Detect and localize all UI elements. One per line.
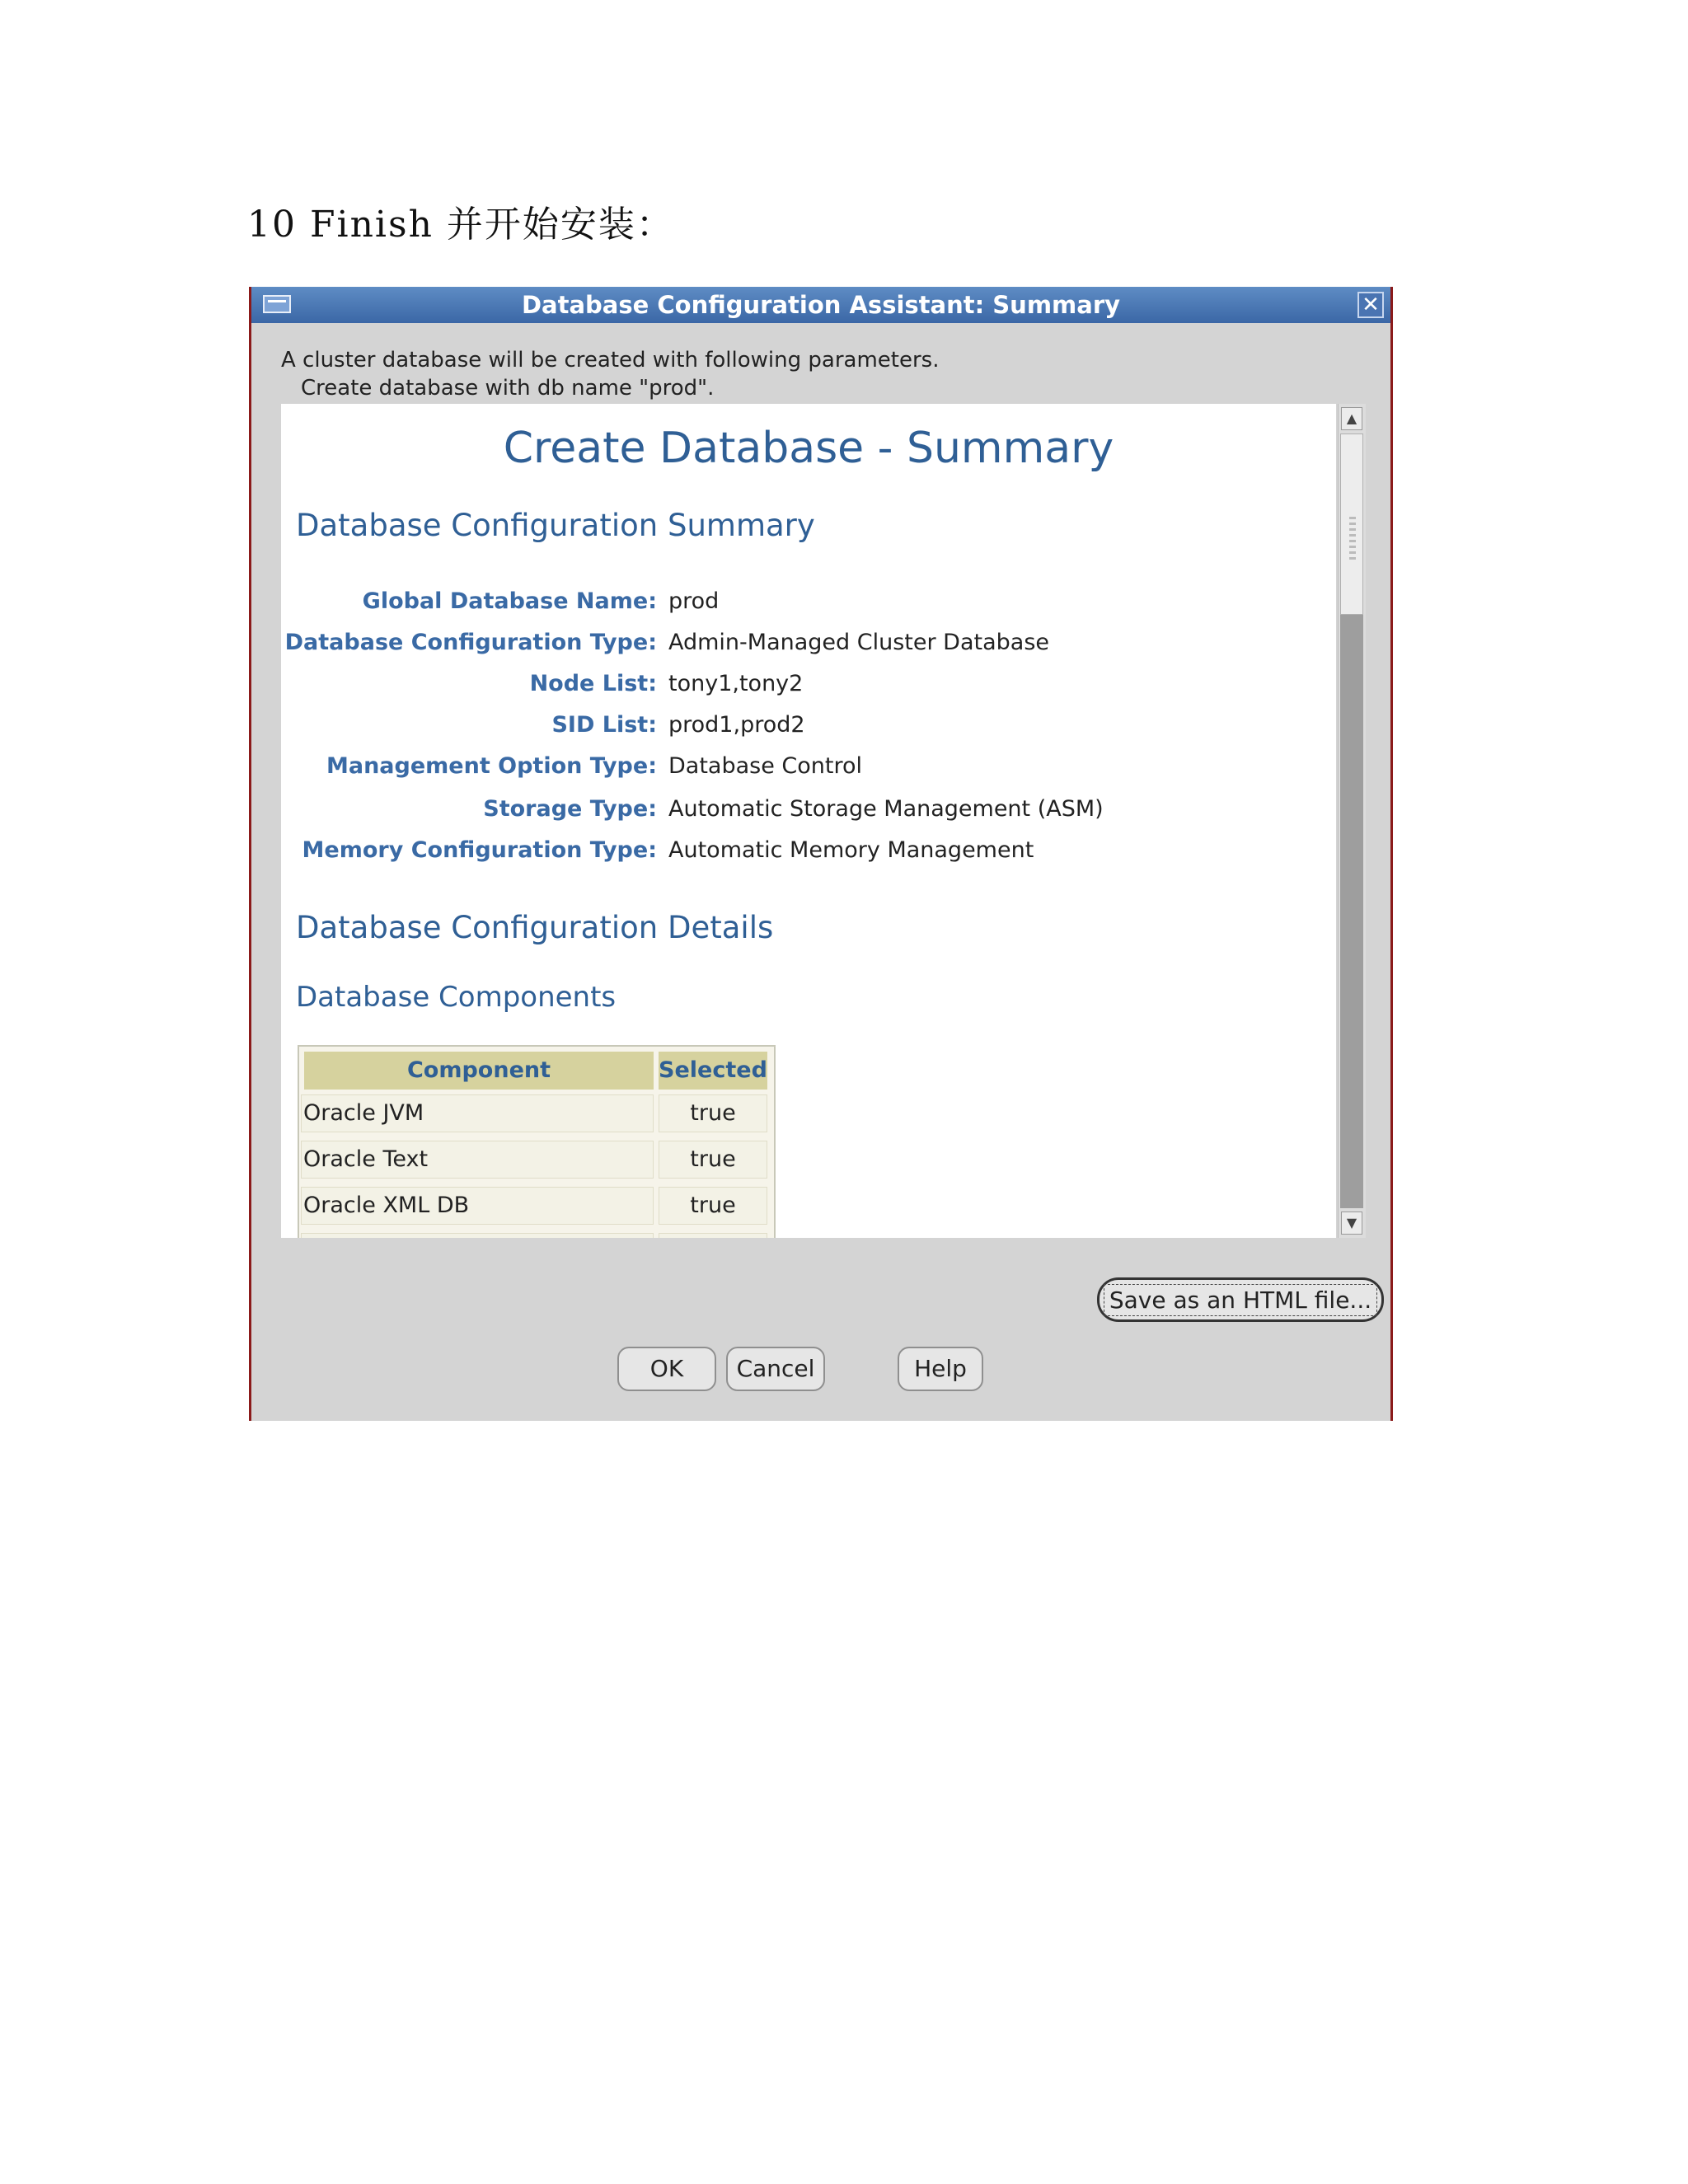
- scroll-down-icon[interactable]: ▼: [1341, 1212, 1362, 1235]
- dialog-window: [249, 287, 1393, 1421]
- grip-icon: [1349, 517, 1356, 563]
- table-header-selected: Selected: [659, 1052, 767, 1090]
- scroll-up-icon[interactable]: ▲: [1341, 407, 1362, 430]
- summary-label: Storage Type:: [483, 796, 657, 822]
- summary-label: SID List:: [551, 712, 657, 738]
- summary-content: [281, 404, 1336, 1238]
- components-table: [298, 1045, 776, 1238]
- summary-value: prod: [668, 588, 720, 614]
- summary-value: Admin-Managed Cluster Database: [668, 630, 1050, 655]
- window-title: Database Configuration Assistant: Summary: [521, 291, 1121, 319]
- summary-title: Create Database - Summary: [503, 424, 1114, 473]
- summary-section-heading: Database Configuration Summary: [296, 508, 815, 543]
- table-cell-component: Oracle Text: [301, 1141, 654, 1179]
- table-cell-component: Oracle JVM: [301, 1094, 654, 1132]
- close-icon[interactable]: ✕: [1357, 292, 1384, 318]
- summary-label: Node List:: [529, 671, 657, 696]
- table-cell-selected: true: [659, 1141, 767, 1179]
- table-cell-selected: true: [659, 1187, 767, 1225]
- summary-label: Database Configuration Type:: [284, 630, 657, 655]
- title-bar[interactable]: [251, 287, 1390, 323]
- summary-value: Database Control: [668, 753, 863, 779]
- ok-button[interactable]: OK: [617, 1347, 716, 1391]
- save-as-html-label: Save as an HTML file...: [1104, 1284, 1377, 1316]
- summary-value: Automatic Memory Management: [668, 837, 1034, 863]
- details-section-heading: Database Configuration Details: [296, 910, 774, 945]
- table-cell-selected: true: [659, 1094, 767, 1132]
- summary-label: Global Database Name:: [362, 588, 657, 614]
- table-row-partial: [301, 1233, 654, 1238]
- intro-text: [281, 346, 939, 402]
- table-header-component: Component: [304, 1052, 654, 1090]
- table-cell-component: Oracle XML DB: [301, 1187, 654, 1225]
- intro-line-2: Create database with db name "prod".: [301, 376, 715, 401]
- summary-label: Memory Configuration Type:: [302, 837, 657, 863]
- summary-value: tony1,tony2: [668, 671, 804, 696]
- cancel-button[interactable]: Cancel: [726, 1347, 825, 1391]
- document-heading: 10 Finish 并开始安装：: [247, 204, 674, 246]
- table-row-partial: [659, 1233, 767, 1238]
- save-as-html-button[interactable]: [1097, 1277, 1384, 1322]
- intro-line-1: A cluster database will be created with following parameters.: [281, 348, 940, 373]
- components-section-heading: Database Components: [296, 981, 617, 1014]
- vertical-scrollbar[interactable]: [1338, 404, 1366, 1238]
- summary-value: prod1,prod2: [668, 712, 805, 738]
- window-menu-icon[interactable]: [263, 295, 291, 313]
- help-button[interactable]: Help: [898, 1347, 983, 1391]
- scroll-thumb[interactable]: [1340, 434, 1363, 615]
- summary-value: Automatic Storage Management (ASM): [668, 796, 1104, 822]
- summary-label: Management Option Type:: [326, 753, 657, 779]
